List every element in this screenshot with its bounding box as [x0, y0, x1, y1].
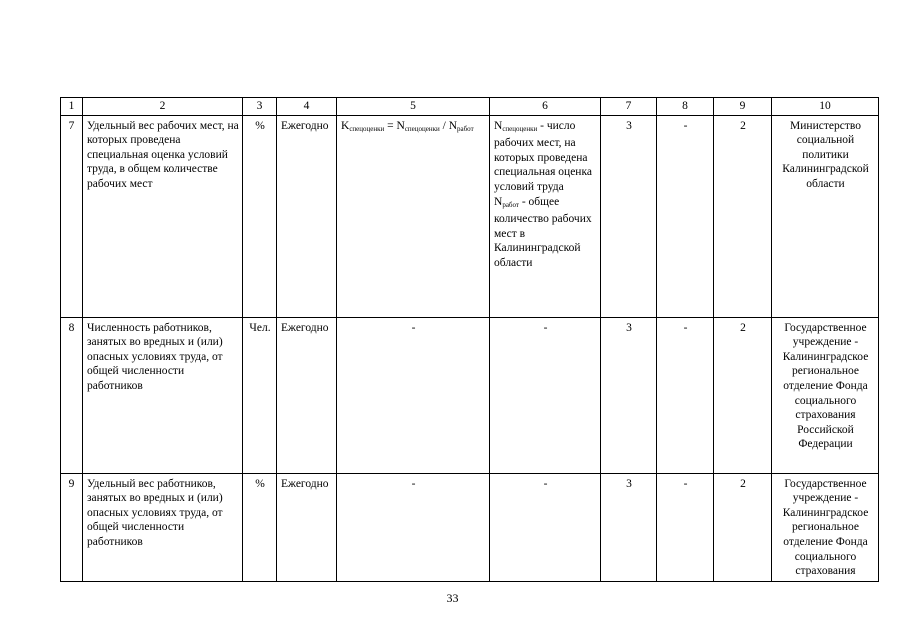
desc-n2-text: - общее количество рабочих мест в Калининградской области	[494, 195, 592, 269]
header-row	[61, 98, 879, 116]
organization-cell: Государственное учреждение - Калининградское региональное отделение Фонда социального страхования	[772, 473, 879, 581]
header-cell: 5	[337, 98, 490, 116]
organization-cell: Министерство социальной политики Калининградской области	[772, 115, 879, 317]
header-cell: 4	[277, 98, 337, 116]
header-cell: 10	[772, 98, 879, 116]
header-cell: 8	[657, 98, 714, 116]
formula-n1-sub: спецоценки	[404, 124, 440, 133]
desc-n1-text: - число рабочих мест, на которых проведена специальная оценка условий труда	[494, 119, 592, 193]
unit-cell: %	[243, 473, 277, 581]
desc-n2: N	[494, 195, 503, 208]
organization-cell: Государственное учреждение - Калининградское региональное отделение Фонда социального страхования Российской Федерации	[772, 317, 879, 473]
formula-slash: / N	[439, 119, 458, 132]
row-number: 8	[61, 317, 83, 473]
col8-cell: -	[657, 317, 714, 473]
header-cell: 3	[243, 98, 277, 116]
indicator-name: Удельный вес работников, занятых во вредных и (или) опасных условиях труда, от общей численности работников	[83, 473, 243, 581]
page-number: 33	[446, 591, 459, 605]
period-cell: Ежегодно	[277, 473, 337, 581]
formula-k-sub: спецоценки	[349, 124, 385, 133]
col9-cell: 2	[714, 473, 772, 581]
desc-n1: N	[494, 119, 503, 132]
col7-cell: 3	[601, 115, 657, 317]
formula-cell	[337, 115, 490, 317]
table-row	[61, 473, 879, 581]
period-cell: Ежегодно	[277, 317, 337, 473]
description-cell	[490, 115, 601, 317]
formula-k: K	[341, 119, 350, 132]
row-number: 9	[61, 473, 83, 581]
formula-cell: -	[337, 317, 490, 473]
formula-cell: -	[337, 473, 490, 581]
description-cell: -	[490, 473, 601, 581]
indicator-name: Численность работников, занятых во вредных и (или) опасных условиях труда, от общей численности работников	[83, 317, 243, 473]
table-row	[61, 115, 879, 317]
desc-n2-sub: работ	[502, 200, 519, 209]
header-cell: 2	[83, 98, 243, 116]
col9-cell: 2	[714, 317, 772, 473]
indicator-table	[60, 97, 879, 582]
col8-cell: -	[657, 473, 714, 581]
header-cell: 7	[601, 98, 657, 116]
desc-n1-sub: спецоценки	[502, 124, 538, 133]
period-cell: Ежегодно	[277, 115, 337, 317]
header-cell: 1	[61, 98, 83, 116]
col8-cell: -	[657, 115, 714, 317]
table-row	[61, 317, 879, 473]
unit-cell: Чел.	[243, 317, 277, 473]
col7-cell: 3	[601, 473, 657, 581]
col7-cell: 3	[601, 317, 657, 473]
indicator-name: Удельный вес рабочих мест, на которых проведена специальная оценка условий труда, в общем количестве рабочих мест	[83, 115, 243, 317]
formula-n2-sub: работ	[457, 124, 474, 133]
col9-cell: 2	[714, 115, 772, 317]
formula-eq: = N	[384, 119, 405, 132]
header-cell: 9	[714, 98, 772, 116]
header-cell: 6	[490, 98, 601, 116]
row-number: 7	[61, 115, 83, 317]
unit-cell: %	[243, 115, 277, 317]
description-cell: -	[490, 317, 601, 473]
